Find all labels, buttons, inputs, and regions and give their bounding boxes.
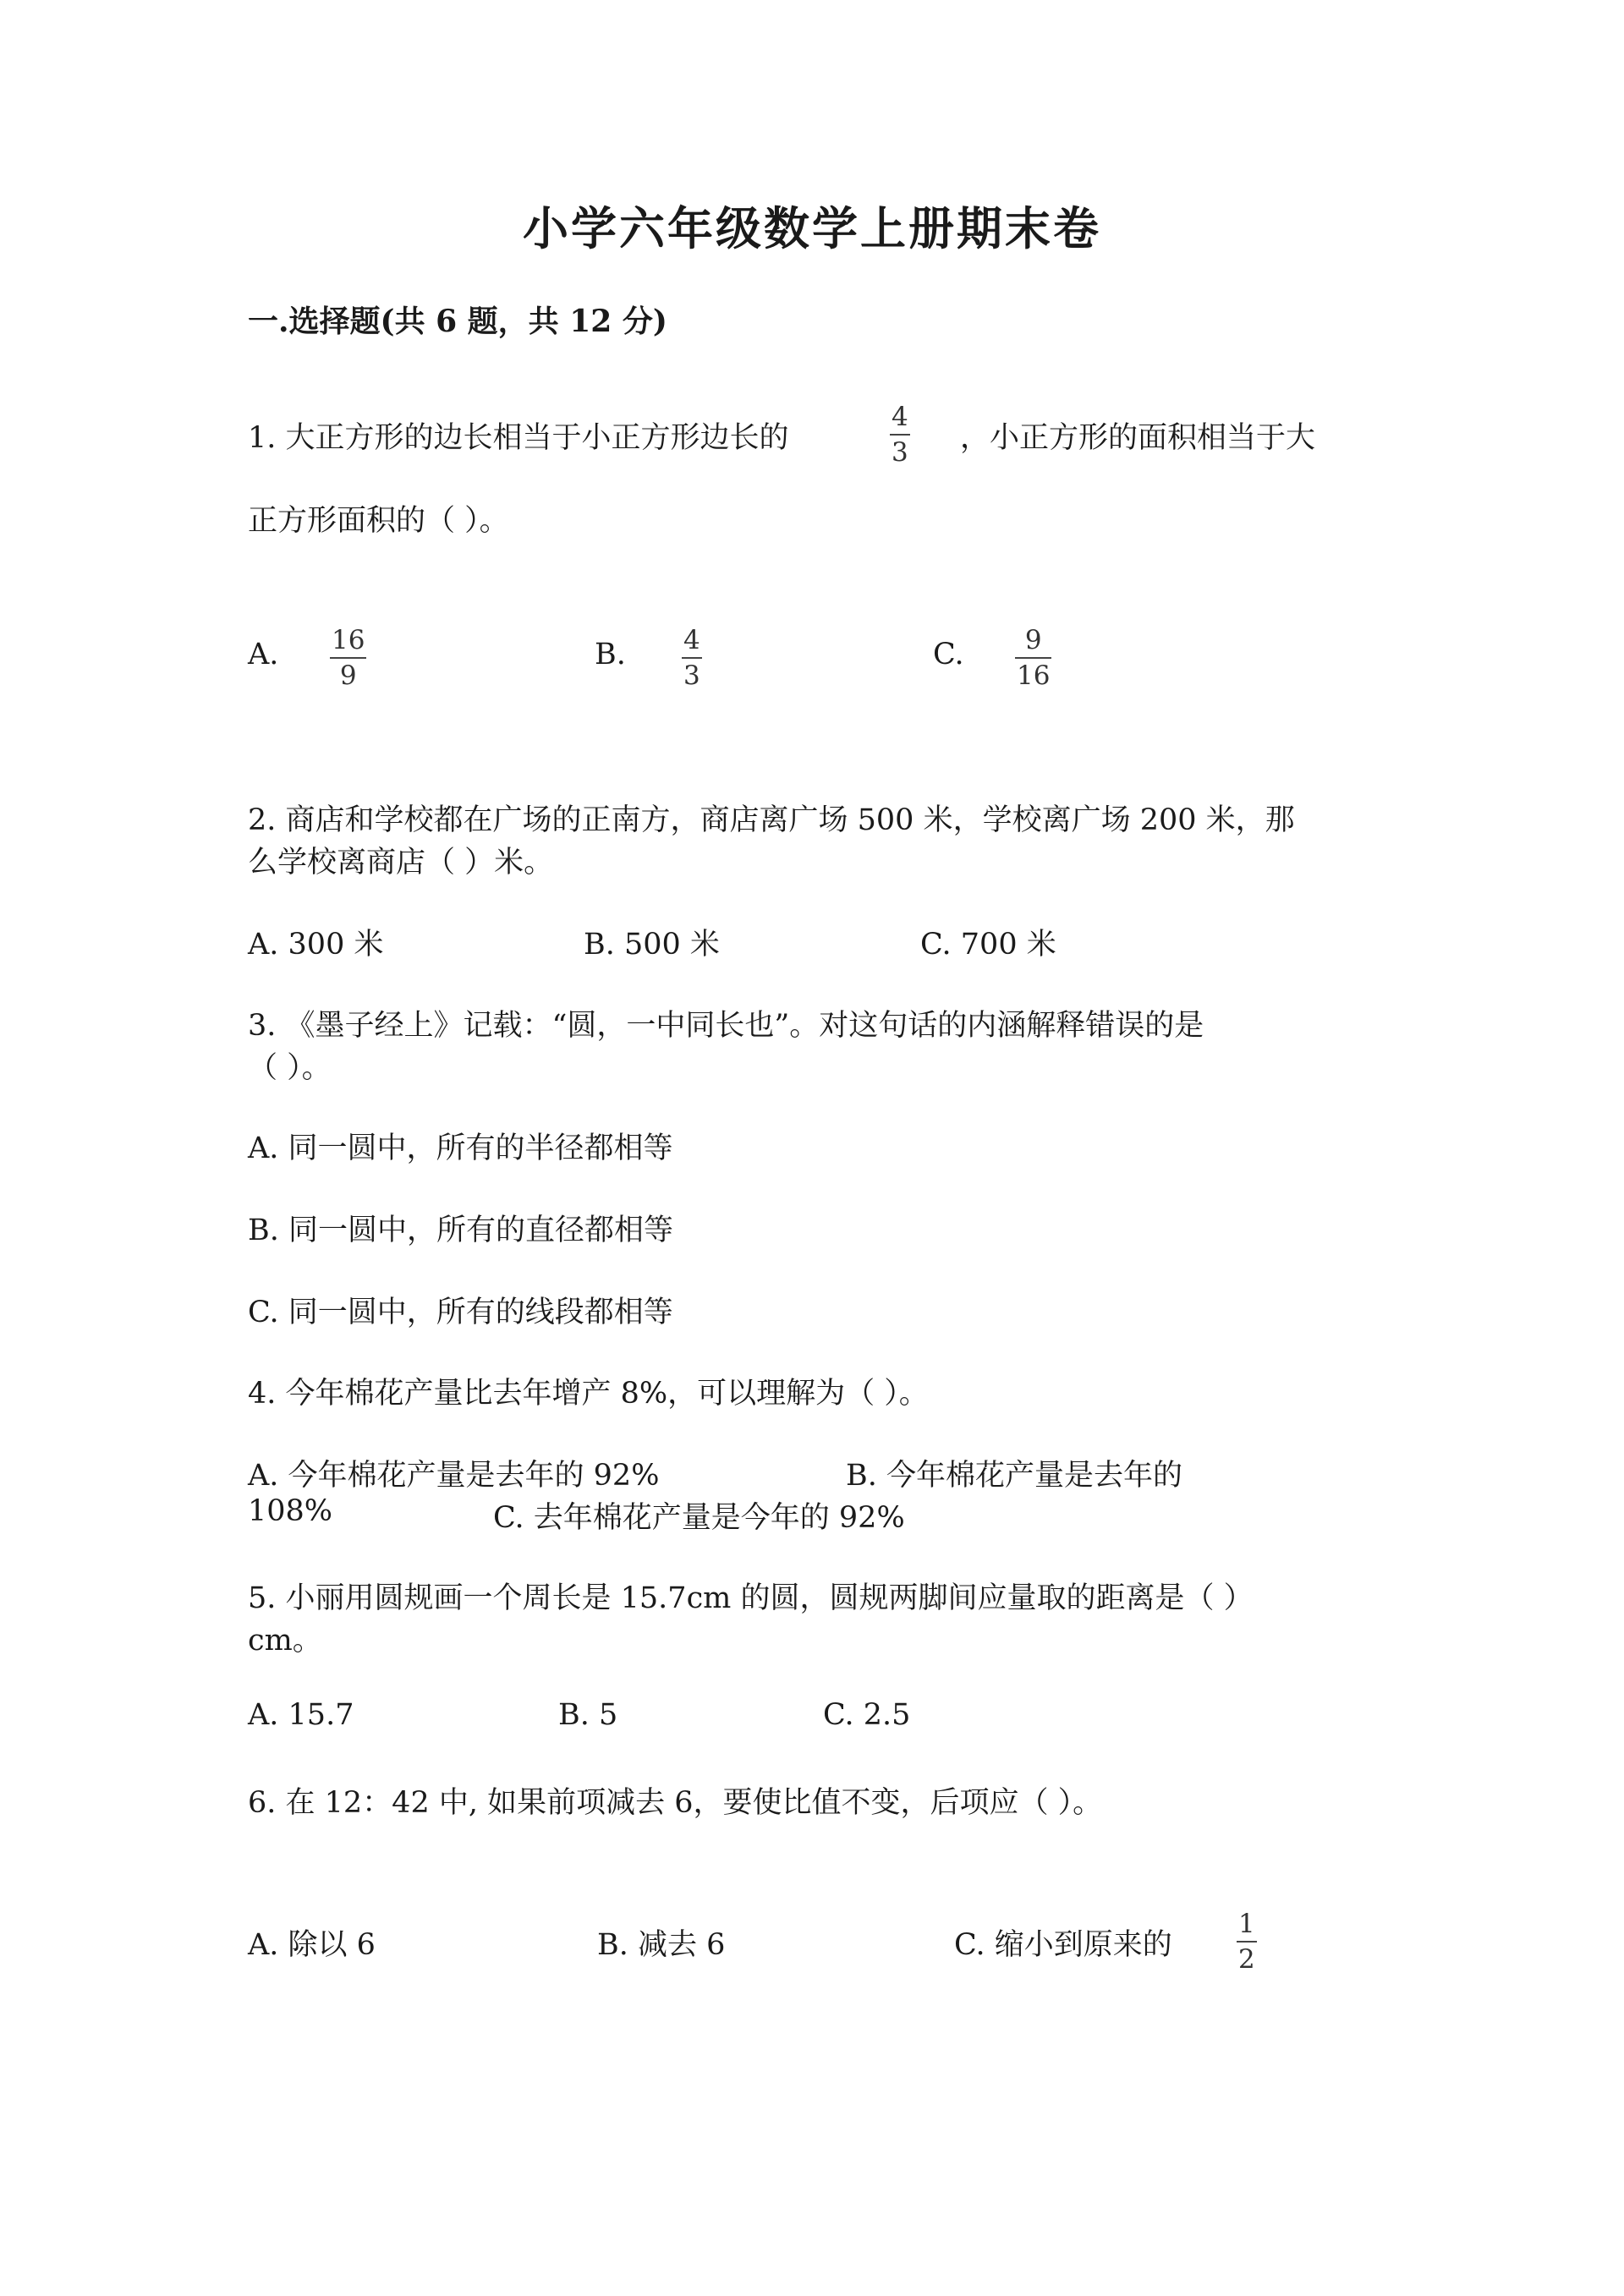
q3-option-c[interactable]: C. 同一圆中，所有的线段都相等 (248, 1296, 673, 1329)
fraction-denominator: 3 (683, 660, 700, 691)
q2-option-c[interactable]: C. 700 米 (920, 928, 1056, 962)
q1-option-b-fraction[interactable] (682, 627, 702, 689)
fraction-numerator: 9 (1024, 625, 1042, 655)
q3-line1-text: 3. 《墨子经上》记载：“圆，一中同长也”。对这句话的内涵解释错误的是 (248, 1009, 1204, 1043)
q3-option-a[interactable]: A. 同一圆中，所有的半径都相等 (248, 1132, 673, 1165)
q6-option-c[interactable]: C. 缩小到原来的 (954, 1928, 1172, 1962)
q4-option-c[interactable]: C. 去年棉花产量是今年的 92% (493, 1501, 905, 1535)
q3-line2-text: （ ）。 (248, 1051, 332, 1085)
q5-option-c[interactable]: C. 2.5 (823, 1698, 911, 1732)
q3-option-b[interactable]: B. 同一圆中，所有的直径都相等 (248, 1214, 673, 1247)
q1-option-c-label[interactable]: C. (933, 638, 964, 671)
q4-option-b[interactable]: B. 今年棉花产量是去年的 (846, 1459, 1182, 1493)
fraction-denominator: 3 (892, 437, 908, 468)
fraction-numerator: 4 (892, 402, 908, 432)
q2-line2-text: 么学校离商店（ ）米。 (248, 846, 554, 879)
fraction-numerator: 4 (683, 625, 700, 655)
page-title: 小学六年级数学上册期末卷 (523, 201, 1101, 255)
q5-line2-text: cm。 (248, 1624, 322, 1658)
q2-option-b[interactable]: B. 500 米 (584, 928, 720, 962)
q2-line1-text: 2. 商店和学校都在广场的正南方，商店离广场 500 米，学校离广场 200 米，那 (248, 803, 1295, 837)
q1-option-b-label[interactable]: B. (595, 638, 626, 671)
q1-line2-text: 正方形面积的（ ）。 (248, 504, 509, 538)
q1-option-a-fraction[interactable] (330, 627, 366, 689)
q1-line1-continued: ，小正方形的面积相当于大 (960, 421, 1316, 455)
q6-option-c-fraction[interactable] (1237, 1911, 1257, 1973)
q6-line1-text: 6. 在 12：42 中, 如果前项减去 6，要使比值不变，后项应（ ）。 (248, 1786, 1103, 1820)
q5-option-b[interactable]: B. 5 (558, 1698, 618, 1732)
q1-option-c-fraction[interactable] (1015, 627, 1051, 689)
q1-line1-text: 1. 大正方形的边长相当于小正方形边长的 (248, 421, 789, 455)
q5-line1-text: 5. 小丽用圆规画一个周长是 15.7cm 的圆，圆规两脚间应量取的距离是（ ） (248, 1581, 1254, 1615)
q6-option-b[interactable]: B. 减去 6 (597, 1928, 726, 1962)
fraction-denominator: 16 (1017, 660, 1051, 691)
q5-option-a[interactable]: A. 15.7 (248, 1698, 354, 1732)
fraction-denominator: 2 (1238, 1944, 1255, 1975)
q1-fraction (890, 404, 910, 466)
q6-option-a[interactable]: A. 除以 6 (248, 1928, 376, 1962)
q4-line1-text: 4. 今年棉花产量比去年增产 8%，可以理解为（ ）。 (248, 1377, 929, 1411)
q2-option-a[interactable]: A. 300 米 (248, 928, 384, 962)
q4-option-a[interactable]: A. 今年棉花产量是去年的 92% (248, 1459, 660, 1493)
q1-option-a-label[interactable]: A. (248, 638, 279, 671)
fraction-denominator: 9 (339, 660, 357, 691)
fraction-numerator: 1 (1238, 1909, 1255, 1939)
q4-option-b-continued[interactable]: 108% (248, 1494, 333, 1528)
section-heading: 一.选择题(共 6 题，共 12 分) (248, 304, 667, 339)
fraction-numerator: 16 (332, 625, 365, 655)
